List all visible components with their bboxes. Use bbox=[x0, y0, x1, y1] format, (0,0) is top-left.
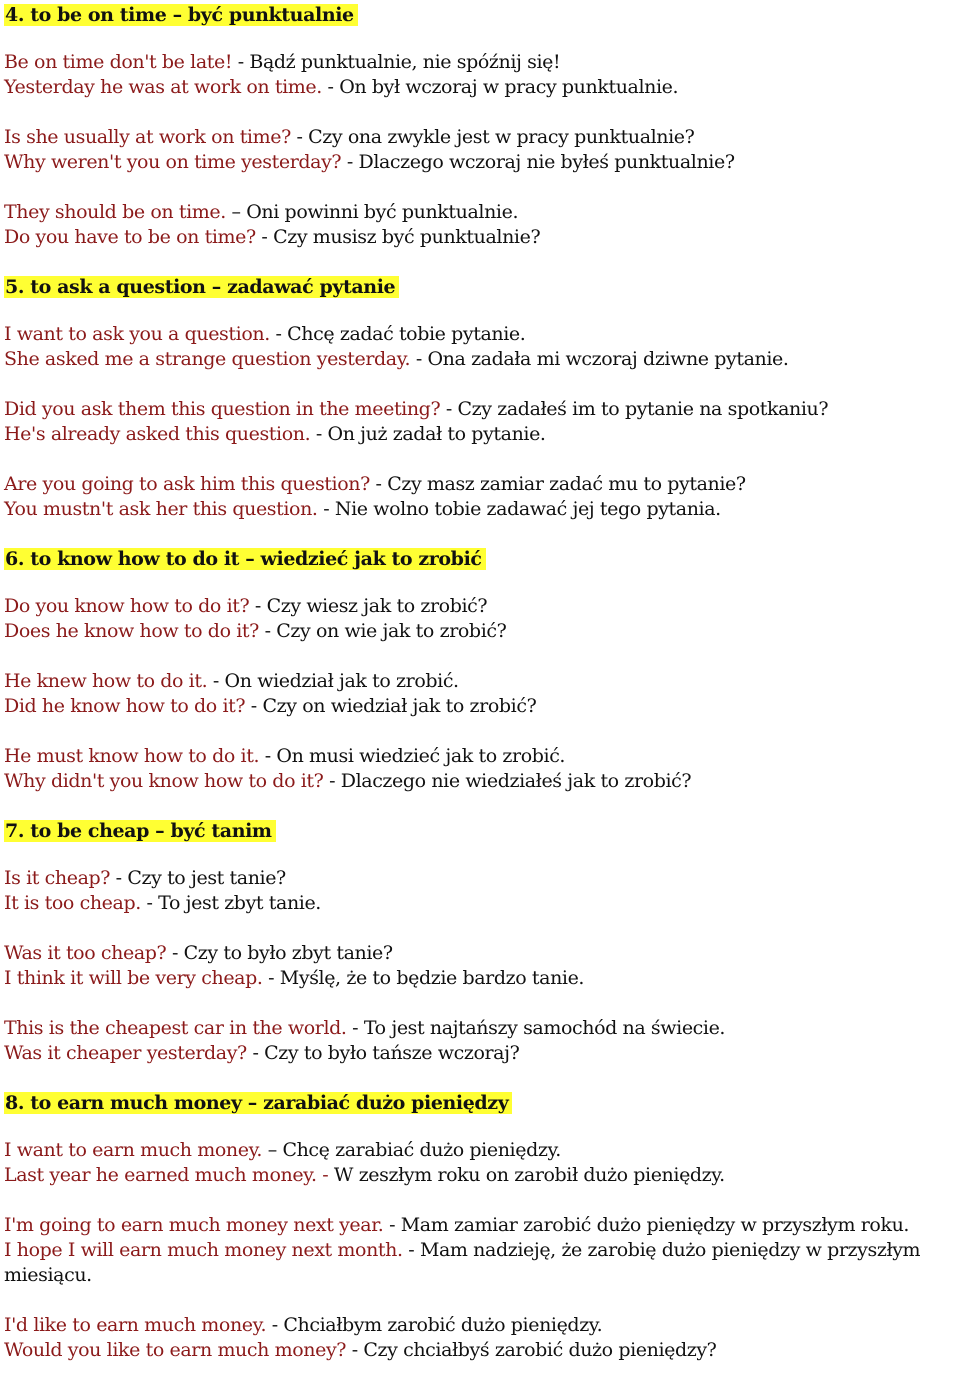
phrase-line bbox=[4, 669, 960, 694]
phrase-line bbox=[4, 322, 960, 347]
phrase-group bbox=[4, 397, 960, 447]
polish-translation: - Myślę, że to będzie bardzo tanie. bbox=[262, 967, 585, 989]
polish-translation: - Czy to było zbyt tanie? bbox=[166, 942, 393, 964]
polish-translation: - On już zadał to pytanie. bbox=[310, 423, 546, 445]
english-sentence: I hope I will earn much money next month. bbox=[4, 1239, 403, 1261]
phrase-group bbox=[4, 866, 960, 916]
phrase-line bbox=[4, 200, 960, 225]
polish-translation: - Bądź punktualnie, nie spóźnij się! bbox=[232, 51, 561, 73]
polish-translation: - On musi wiedzieć jak to zrobić. bbox=[259, 745, 566, 767]
phrase-line bbox=[4, 594, 960, 619]
english-sentence: They should be on time. bbox=[4, 201, 226, 223]
english-sentence: He must know how to do it. bbox=[4, 745, 260, 767]
english-sentence: I'm going to earn much money next year. bbox=[4, 1214, 384, 1236]
polish-translation: - Czy musisz być punktualnie? bbox=[255, 226, 541, 248]
english-sentence: Be on time don't be late! bbox=[4, 51, 233, 73]
english-sentence: I think it will be very cheap. bbox=[4, 967, 263, 989]
polish-translation: - To jest najtańszy samochód na świecie. bbox=[346, 1017, 726, 1039]
phrase-line bbox=[4, 347, 960, 372]
english-sentence: Was it cheaper yesterday? bbox=[4, 1042, 247, 1064]
polish-translation: - To jest zbyt tanie. bbox=[140, 892, 321, 914]
english-sentence: I want to ask you a question. bbox=[4, 323, 270, 345]
polish-translation: - Chciałbym zarobić dużo pieniędzy. bbox=[266, 1314, 603, 1336]
english-sentence: Is she usually at work on time? bbox=[4, 126, 291, 148]
english-sentence: Do you know how to do it? bbox=[4, 595, 250, 617]
english-sentence: Is it cheap? bbox=[4, 867, 111, 889]
english-sentence: I'd like to earn much money. bbox=[4, 1314, 267, 1336]
phrase-line bbox=[4, 744, 960, 769]
phrase-line bbox=[4, 150, 960, 175]
english-sentence: This is the cheapest car in the world. bbox=[4, 1017, 347, 1039]
english-sentence: Why didn't you know how to do it? bbox=[4, 770, 324, 792]
polish-translation: - On wiedział jak to zrobić. bbox=[207, 670, 459, 692]
section-heading bbox=[4, 3, 960, 28]
phrase-group bbox=[4, 50, 960, 100]
english-sentence: Did you ask them this question in the meeting? bbox=[4, 398, 441, 420]
english-sentence: I want to earn much money. bbox=[4, 1139, 263, 1161]
polish-translation: - Czy chciałbyś zarobić dużo pieniędzy? bbox=[346, 1339, 717, 1361]
english-sentence: Was it too cheap? bbox=[4, 942, 167, 964]
section-heading bbox=[4, 1091, 960, 1116]
english-sentence: She asked me a strange question yesterday. bbox=[4, 348, 411, 370]
section-heading-text: 6. to know how to do it – wiedzieć jak to zrobić bbox=[4, 548, 486, 570]
polish-translation: - Czy to jest tanie? bbox=[110, 867, 286, 889]
polish-translation: W zeszłym roku on zarobił dużo pieniędzy. bbox=[328, 1164, 725, 1186]
phrase-line bbox=[4, 1338, 960, 1363]
phrase-line bbox=[4, 75, 960, 100]
english-sentence: It is too cheap. bbox=[4, 892, 141, 914]
english-sentence: Last year he earned much money. - bbox=[4, 1164, 329, 1186]
phrase-line bbox=[4, 397, 960, 422]
phrase-group bbox=[4, 125, 960, 175]
phrase-group bbox=[4, 1138, 960, 1188]
phrase-line bbox=[4, 1138, 960, 1163]
phrase-line bbox=[4, 50, 960, 75]
phrase-group bbox=[4, 472, 960, 522]
english-sentence: Yesterday he was at work on time. bbox=[4, 76, 322, 98]
phrase-line bbox=[4, 1238, 960, 1288]
phrase-line bbox=[4, 891, 960, 916]
phrase-line bbox=[4, 966, 960, 991]
phrase-line bbox=[4, 472, 960, 497]
phrase-group bbox=[4, 322, 960, 372]
polish-translation: - Czy wiesz jak to zrobić? bbox=[249, 595, 488, 617]
phrase-line bbox=[4, 422, 960, 447]
phrase-line bbox=[4, 1041, 960, 1066]
phrase-group bbox=[4, 1313, 960, 1363]
polish-translation: - Czy on wie jak to zrobić? bbox=[258, 620, 507, 642]
section-heading-text: 5. to ask a question – zadawać pytanie bbox=[4, 276, 399, 298]
polish-translation: – Oni powinni być punktualnie. bbox=[225, 201, 519, 223]
phrase-line bbox=[4, 866, 960, 891]
phrase-line bbox=[4, 619, 960, 644]
phrase-line bbox=[4, 225, 960, 250]
phrase-group bbox=[4, 594, 960, 644]
section-heading bbox=[4, 819, 960, 844]
section-heading bbox=[4, 275, 960, 300]
section-heading-text: 8. to earn much money – zarabiać dużo pieniędzy bbox=[4, 1092, 512, 1114]
english-sentence: You mustn't ask her this question. bbox=[4, 498, 318, 520]
polish-translation: - Mam nadzieję, że zarobię dużo pieniędzy w przyszłym miesiącu. bbox=[4, 1239, 921, 1286]
polish-translation: - Czy on wiedział jak to zrobić? bbox=[245, 695, 537, 717]
english-sentence: He's already asked this question. bbox=[4, 423, 311, 445]
phrase-line bbox=[4, 1313, 960, 1338]
phrase-line bbox=[4, 941, 960, 966]
polish-translation: - Nie wolno tobie zadawać jej tego pytania. bbox=[317, 498, 721, 520]
phrase-group bbox=[4, 669, 960, 719]
section-heading bbox=[4, 547, 960, 572]
english-sentence: Did he know how to do it? bbox=[4, 695, 246, 717]
english-sentence: Do you have to be on time? bbox=[4, 226, 256, 248]
phrase-line bbox=[4, 1163, 960, 1188]
english-sentence: He knew how to do it. bbox=[4, 670, 208, 692]
polish-translation: - Dlaczego nie wiedziałeś jak to zrobić? bbox=[323, 770, 692, 792]
phrase-line bbox=[4, 1016, 960, 1041]
polish-translation: - On był wczoraj w pracy punktualnie. bbox=[321, 76, 679, 98]
polish-translation: - Czy to było tańsze wczoraj? bbox=[246, 1042, 520, 1064]
phrase-line bbox=[4, 694, 960, 719]
section-heading-text: 7. to be cheap – być tanim bbox=[4, 820, 276, 842]
english-sentence: Are you going to ask him this question? bbox=[4, 473, 370, 495]
phrase-group bbox=[4, 744, 960, 794]
section-heading-text: 4. to be on time – być punktualnie bbox=[4, 4, 358, 26]
phrase-group bbox=[4, 200, 960, 250]
polish-translation: - Mam zamiar zarobić dużo pieniędzy w przyszłym roku. bbox=[383, 1214, 910, 1236]
polish-translation: - Ona zadała mi wczoraj dziwne pytanie. bbox=[410, 348, 789, 370]
phrase-line bbox=[4, 769, 960, 794]
phrase-document bbox=[0, 3, 960, 1363]
polish-translation: - Czy masz zamiar zadać mu to pytanie? bbox=[369, 473, 746, 495]
polish-translation: – Chcę zarabiać dużo pieniędzy. bbox=[262, 1139, 561, 1161]
phrase-group bbox=[4, 1213, 960, 1288]
polish-translation: - Dlaczego wczoraj nie byłeś punktualnie? bbox=[341, 151, 735, 173]
english-sentence: Would you like to earn much money? bbox=[4, 1339, 347, 1361]
polish-translation: - Chcę zadać tobie pytanie. bbox=[269, 323, 526, 345]
english-sentence: Does he know how to do it? bbox=[4, 620, 259, 642]
english-sentence: Why weren't you on time yesterday? bbox=[4, 151, 342, 173]
phrase-group bbox=[4, 941, 960, 991]
phrase-line bbox=[4, 125, 960, 150]
polish-translation: - Czy ona zwykle jest w pracy punktualnie? bbox=[290, 126, 695, 148]
phrase-line bbox=[4, 497, 960, 522]
polish-translation: - Czy zadałeś im to pytanie na spotkaniu? bbox=[440, 398, 829, 420]
phrase-group bbox=[4, 1016, 960, 1066]
phrase-line bbox=[4, 1213, 960, 1238]
